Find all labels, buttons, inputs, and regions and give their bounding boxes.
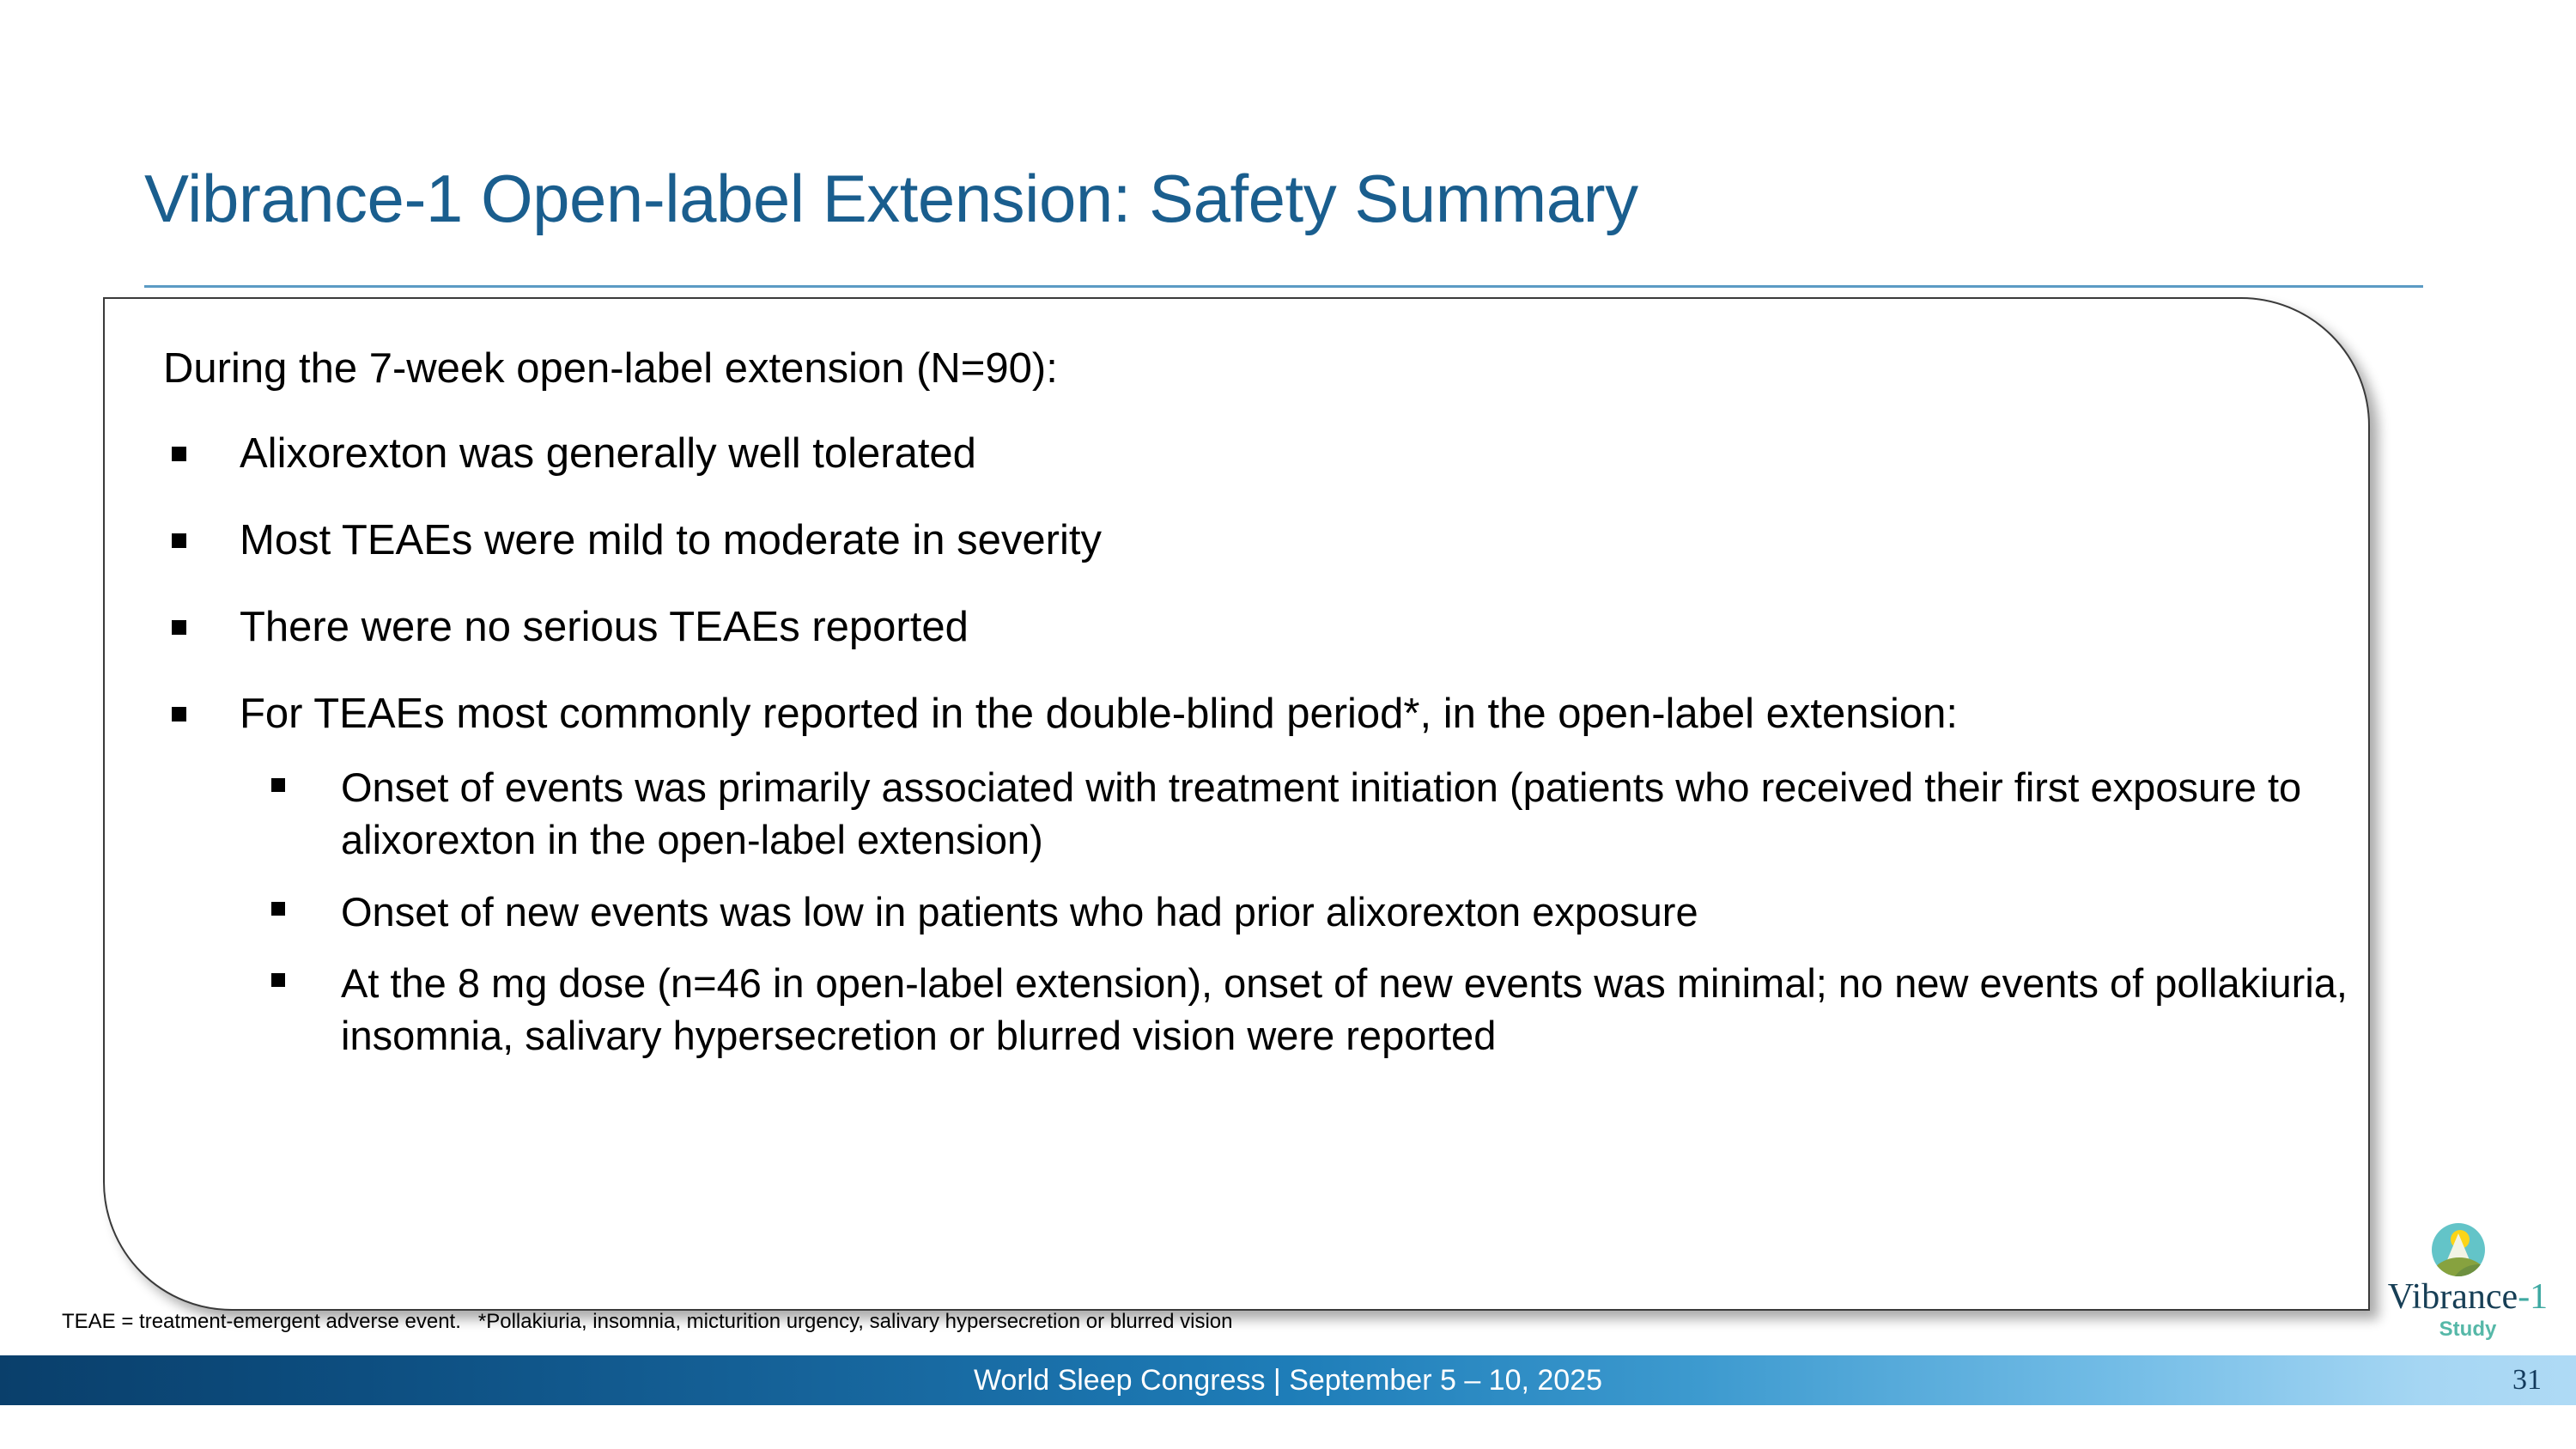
page-number: 31 (2512, 1364, 2542, 1396)
bullet-item-3 (163, 604, 2361, 651)
footnote: TEAE = treatment-emergent adverse event. *Pollakiuria, insomnia, micturition urgency, salivary hypersecretion or blurred vision (62, 1310, 1233, 1333)
sun-mountain-icon (2432, 1223, 2485, 1276)
sub-bullet-item-2-label: Onset of new events was low in patients who had prior alixorexton exposure (341, 888, 1698, 935)
bullet-item-1-label: Alixorexton was generally well tolerated (240, 429, 976, 477)
logo-wordmark-suffix: -1 (2518, 1277, 2549, 1317)
bullet-item-4 (163, 691, 2361, 738)
sub-bullet-item-1-label: Onset of events was primarily associated with treatment initiation (patients who received their first exposure to alixorexton in the open-label extension) (341, 764, 2302, 863)
sub-bullet-list (163, 761, 2361, 1061)
sub-bullet-item-3 (264, 957, 2361, 1062)
square-bullet-icon (271, 778, 285, 792)
bullet-item-3-label: There were no serious TEAEs reported (240, 603, 969, 650)
logo-sublabel: Study (2439, 1318, 2497, 1341)
page-title: Vibrance-1 Open-label Extension: Safety Summary (144, 161, 1638, 236)
sub-bullet-item-3-label: At the 8 mg dose (n=46 in open-label extension), onset of new events was minimal; no new events of pollakiuria, insomnia, salivary hypersecretion or blurred vision were reported (341, 959, 2348, 1058)
square-bullet-icon (271, 973, 285, 987)
logo-wordmark-name: Vibrance (2387, 1277, 2518, 1317)
body-content (163, 345, 2361, 1081)
footer-bar (0, 1355, 2576, 1405)
square-bullet-icon (172, 707, 186, 721)
sub-bullet-item-2 (264, 886, 2361, 938)
bullet-item-2 (163, 517, 2361, 564)
title-underline-rule (144, 285, 2423, 288)
bullet-item-4-label: For TEAEs most commonly reported in the double-blind period*, in the open-label extension: (240, 690, 1959, 737)
vibrance-study-logo (2373, 1223, 2562, 1343)
bullet-item-2-label: Most TEAEs were mild to moderate in severity (240, 516, 1102, 563)
bullet-item-1 (163, 430, 2361, 478)
sub-bullet-item-1 (264, 761, 2361, 866)
footer-conference-label: World Sleep Congress | September 5 – 10, 2025 (973, 1364, 1603, 1397)
square-bullet-icon (172, 533, 186, 548)
square-bullet-icon (271, 902, 285, 916)
logo-wordmark (2373, 1276, 2562, 1318)
square-bullet-icon (172, 447, 186, 461)
lead-statement: During the 7-week open-label extension (N=90): (163, 345, 1058, 392)
square-bullet-icon (172, 620, 186, 635)
